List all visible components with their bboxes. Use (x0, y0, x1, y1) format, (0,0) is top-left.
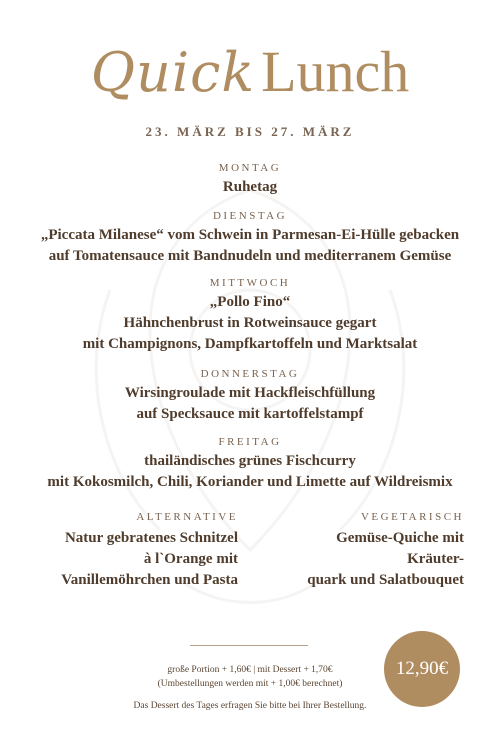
title-quick: Quick (90, 41, 256, 104)
price-value: 12,90€ (395, 658, 449, 679)
page-title (0, 38, 500, 105)
day-tuesday (0, 210, 500, 267)
footer-change-info: (Umbestellungen werden mit + 1,00€ berechnet) (157, 679, 343, 689)
dish-line: Vanillemöhrchen und Pasta (61, 572, 238, 588)
dish-line: auf Specksauce mit kartoffelstampf (136, 406, 364, 422)
footer-dessert-info: Das Dessert des Tages erfragen Sie bitte bei Ihrer Bestellung. (133, 701, 367, 711)
dish-line: „Pollo Fino“ (209, 294, 291, 310)
vegetarian-section (278, 511, 464, 591)
dish-line: thailändisches grünes Fischcurry (144, 453, 356, 469)
day-thursday (0, 368, 500, 425)
dish-line: Gemüse-Quiche mit Kräuter- (336, 530, 464, 567)
vegetarian-label: VEGETARISCH (360, 511, 464, 523)
price-badge (384, 631, 460, 707)
day-friday (0, 436, 500, 493)
dish-line: Natur gebratenes Schnitzel (64, 530, 238, 546)
dish-line: mit Champignons, Dampfkartoffeln und Marktsalat (82, 336, 418, 352)
day-label: FREITAG (218, 436, 282, 448)
dish-line: Ruhetag (222, 179, 278, 195)
day-label: DONNERSTAG (200, 368, 300, 380)
day-wednesday (0, 277, 500, 355)
dish-line: „Piccata Milanese“ vom Schwein in Parmesan-Ei-Hülle gebacken (40, 227, 460, 243)
alternative-label: ALTERNATIVE (136, 511, 238, 523)
day-monday (0, 162, 500, 198)
dish-line: Wirsingroulade mit Hackfleischfüllung (124, 385, 376, 401)
title-lunch: Lunch (261, 39, 410, 104)
dish-line: Hähnchenbrust in Rotweinsauce gegart (123, 315, 377, 331)
dish-line: quark und Salatbouquet (307, 572, 464, 588)
footer-portion-info: große Portion + 1,60€ | mit Dessert + 1,70€ (167, 665, 333, 675)
divider (190, 645, 308, 646)
day-label: MITTWOCH (209, 277, 291, 289)
alternative-section (48, 511, 238, 591)
day-label: DIENSTAG (212, 210, 288, 222)
date-range: 23. MÄRZ BIS 27. MÄRZ (145, 124, 355, 139)
dish-line: mit Kokosmilch, Chili, Koriander und Limette auf Wildreismix (47, 474, 453, 490)
dish-line: à l`Orange mit (143, 551, 238, 567)
dish-line: auf Tomatensauce mit Bandnudeln und mediterranem Gemüse (48, 248, 452, 264)
day-label: MONTAG (218, 162, 282, 174)
